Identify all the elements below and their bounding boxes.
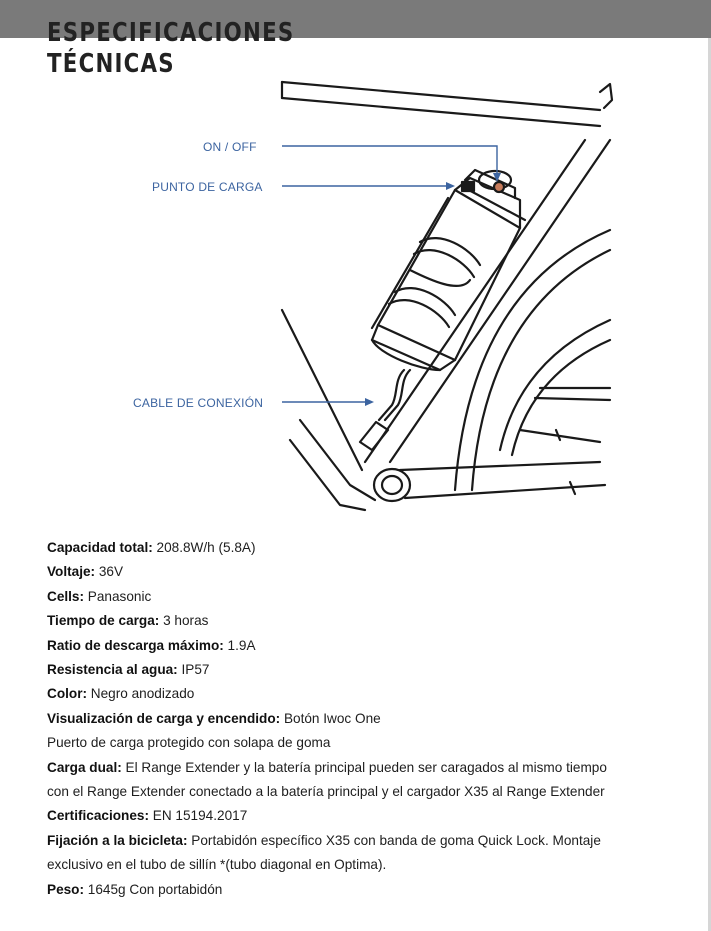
spec-weight-value: 1645g Con portabidón [84,881,223,897]
spec-water-resistance [47,658,697,682]
spec-mounting [47,829,697,853]
spec-voltage [47,560,697,584]
page-title-line-2: TÉCNICAS [47,49,175,79]
spec-capacity-label: Capacidad total: [47,540,153,555]
spec-mount-value-line-1: Portabidón específico X35 con banda de goma Quick Lock. Montaje [187,832,601,848]
spec-mount-label: Fijación a la bicicleta: [47,832,188,848]
spec-weight-label: Peso: [47,881,85,897]
spec-dual-value-line-1: El Range Extender y la batería principal pueden ser caragados al mismo tiempo [121,759,607,775]
callout-connection-cable: CABLE DE CONEXIÓN [133,396,264,410]
spec-voltage-label: Voltaje: [47,564,96,580]
spec-display-label: Visualización de carga y encendido: [47,710,281,726]
spec-cert-value: EN 15194.2017 [149,808,248,824]
spec-cert-label: Certificaciones: [47,808,149,824]
bike-battery-diagram [0,70,711,520]
bike-frame-illustration [0,70,711,520]
spec-charge-time [47,609,697,633]
spec-cells [47,585,697,609]
callout-charge-point: PUNTO DE CARGA [152,180,263,194]
spec-dual-charge [47,756,697,780]
page-title [47,18,294,80]
spec-list [47,536,697,902]
spec-cells-value: Panasonic [84,588,152,604]
spec-weight [47,878,697,902]
page-title-line-1: ESPECIFICACIONES [47,18,295,48]
spec-charge-time-value: 3 horas [159,613,209,629]
spec-cells-label: Cells: [47,588,85,604]
spec-water-label: Resistencia al agua: [47,662,178,678]
spec-discharge-value: 1.9A [223,637,256,653]
spec-discharge-label: Ratio de descarga máximo: [47,637,224,653]
spec-color-value: Negro anodizado [87,686,195,702]
callout-on-off: ON / OFF [203,140,257,154]
spec-dual-label: Carga dual: [47,759,122,775]
spec-mounting-line-2: exclusivo en el tubo de sillín *(tubo diagonal en Optima). [47,857,387,873]
spec-charge-port: Puerto de carga protegido con solapa de goma [47,735,331,751]
spec-discharge-rate [47,634,697,658]
spec-capacity-value: 208.8W/h (5.8A) [152,540,256,555]
spec-voltage-value: 36V [95,564,124,580]
spec-charge-display [47,707,697,731]
spec-capacity [47,536,697,560]
spec-dual-charge-line-2: con el Range Extender conectado a la batería principal y el cargador X35 al Range Extender [47,784,605,800]
spec-water-value: IP57 [177,662,210,678]
spec-certifications [47,804,697,828]
spec-color [47,682,697,706]
spec-display-value: Botón Iwoc One [280,710,381,726]
spec-color-label: Color: [47,686,88,702]
spec-charge-time-label: Tiempo de carga: [47,613,160,629]
on-off-arrow [282,146,497,178]
